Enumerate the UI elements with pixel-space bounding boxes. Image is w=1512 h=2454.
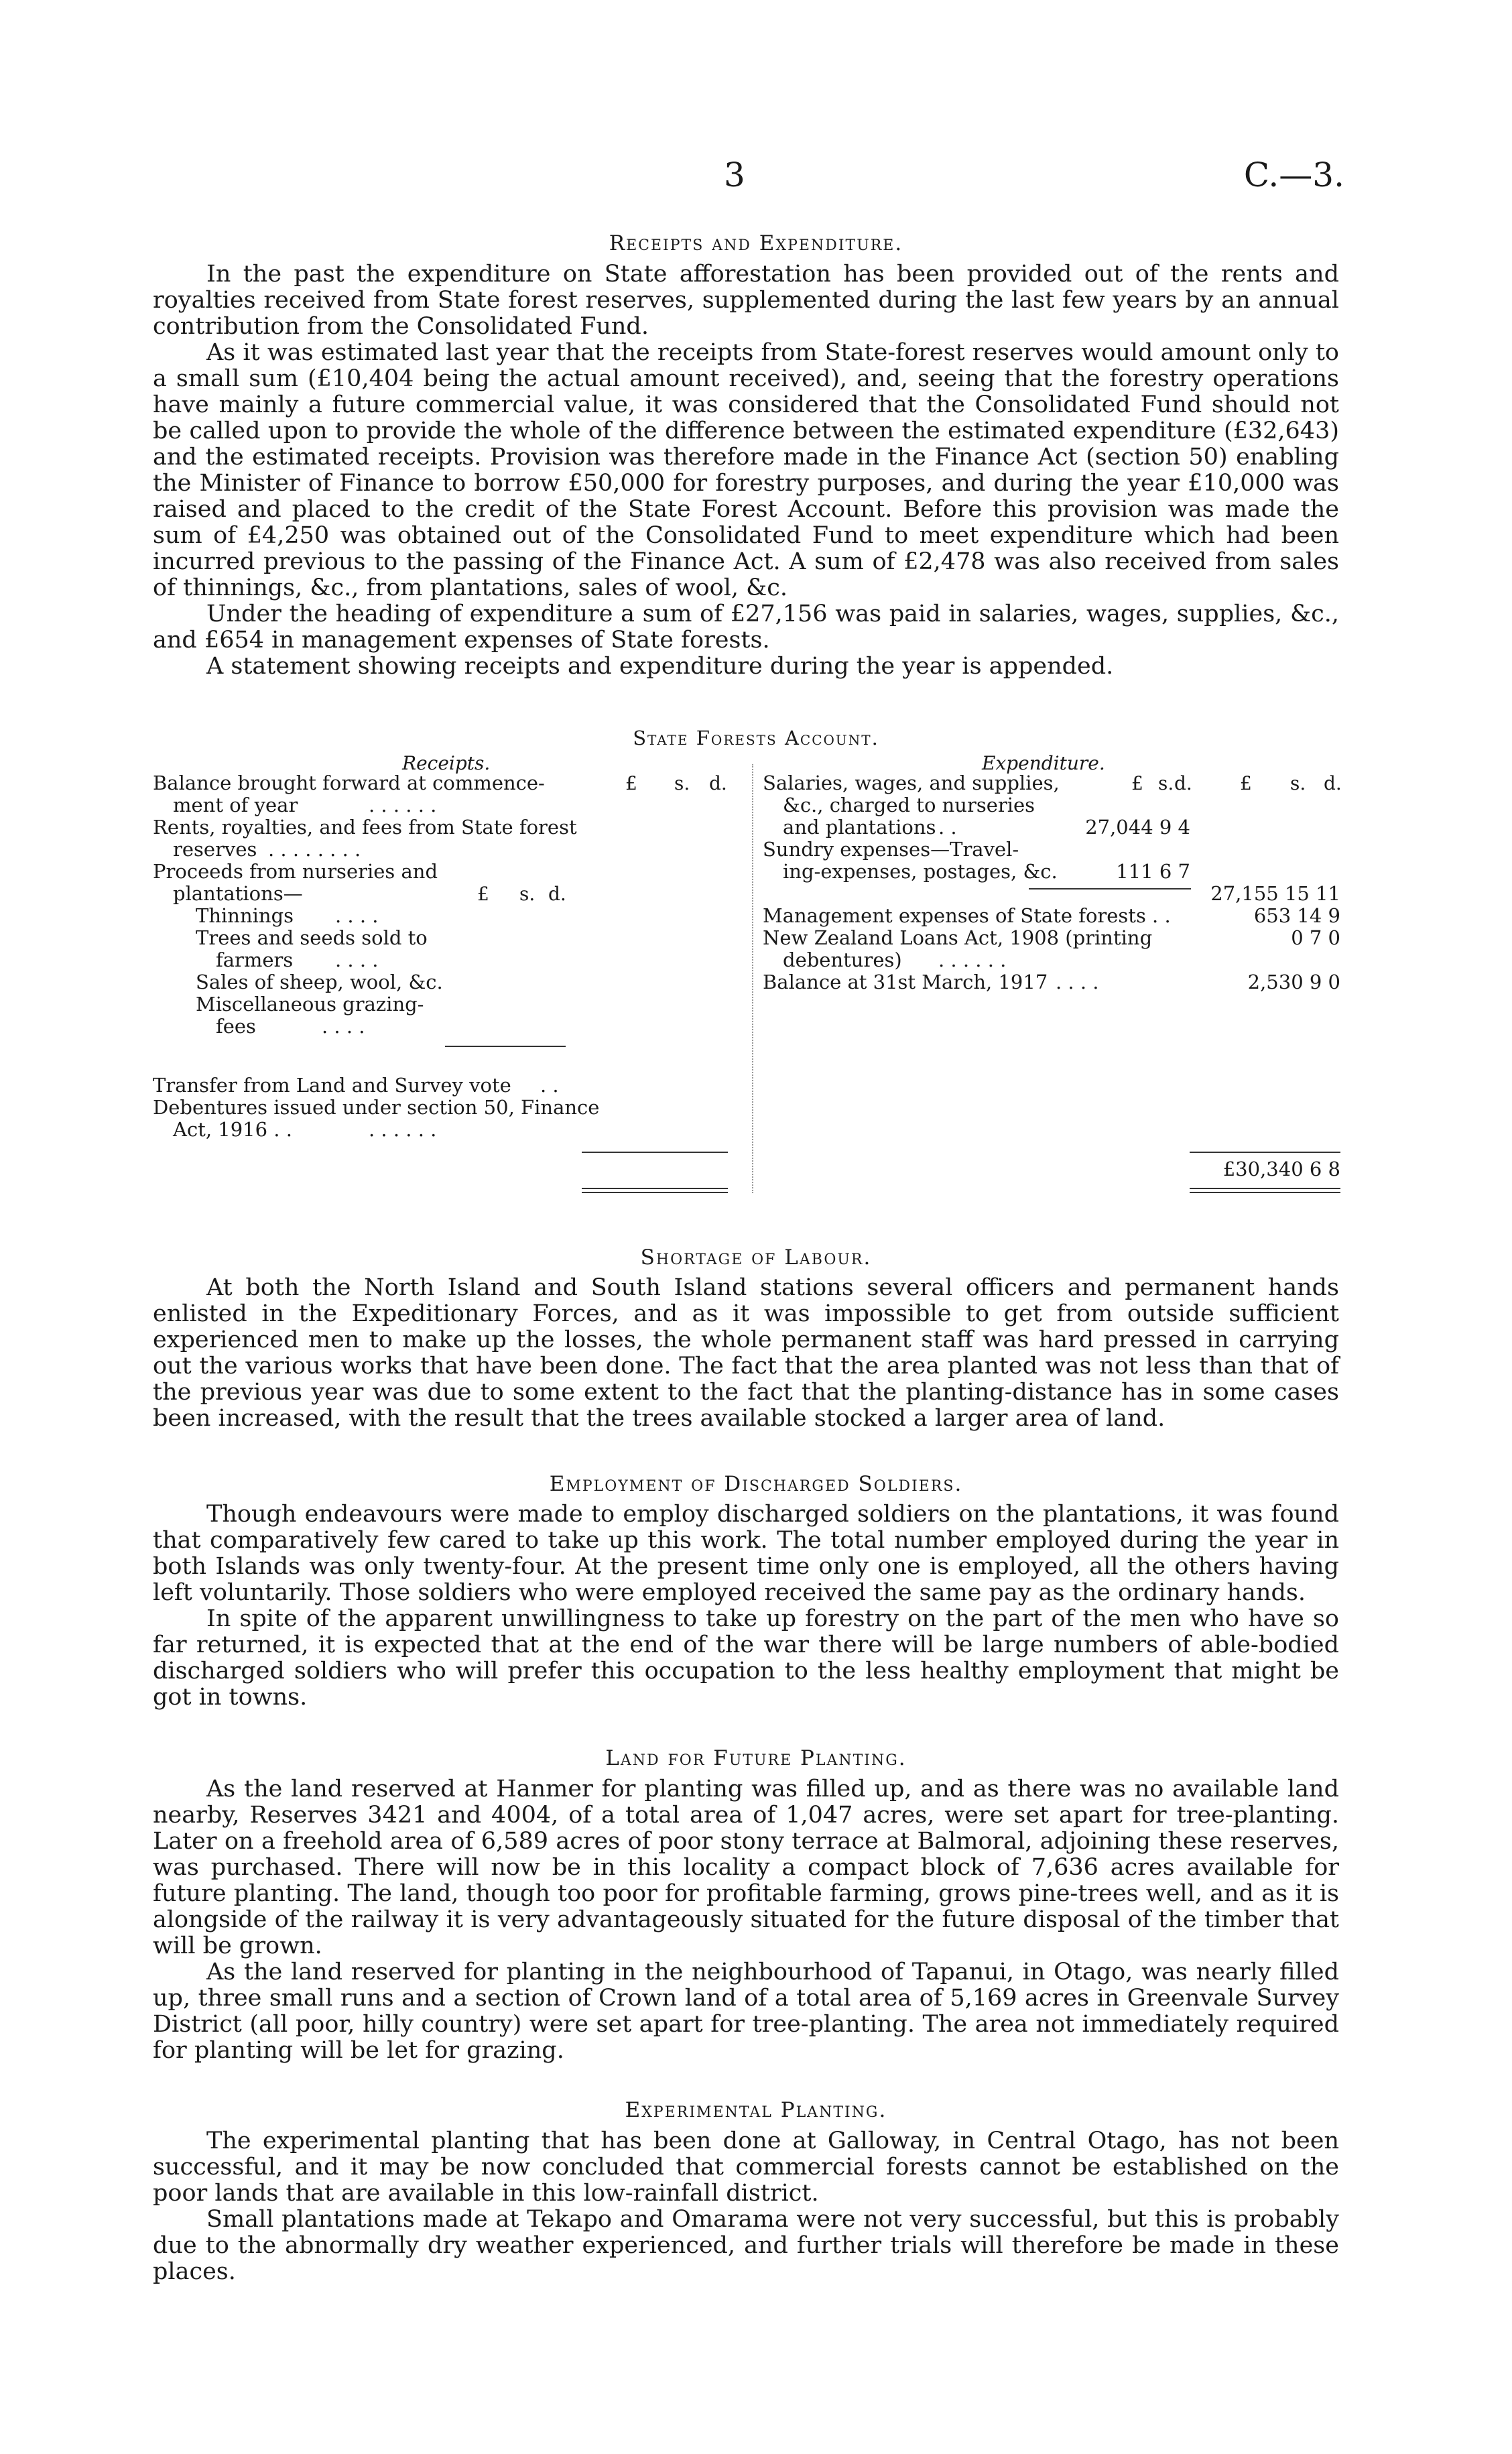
- expenditure-label: Salaries, wages, and supplies,: [763, 772, 1060, 794]
- receipt-label: plantations—: [173, 882, 303, 905]
- paragraph: The experimental planting that has been done at Galloway, in Central Otago, has not been successful, and it may be now concluded that commercial forests cannot be established on the poor lands that are available in this low-rainfall district.: [153, 2128, 1339, 2207]
- expenditure-label: debentures): [783, 948, 902, 971]
- receipt-label: Debentures issued under section 50, Finance: [153, 1096, 600, 1119]
- receipt-label: reserves: [173, 838, 257, 861]
- expenditure-amount: 27,044 9 4: [1085, 816, 1190, 839]
- shilling-unit: s.: [674, 772, 690, 794]
- expenditure-amount: 0 7 0: [1291, 926, 1340, 949]
- leader-dots: . . . . . .: [938, 948, 1007, 971]
- pence-unit: d.: [1174, 772, 1192, 794]
- leader-dots: . .: [540, 1074, 559, 1097]
- receipt-label: Transfer from Land and Survey vote: [153, 1074, 511, 1097]
- receipts-heading: Receipts and Expenditure.: [609, 231, 903, 255]
- receipt-label: Proceeds from nurseries and: [153, 860, 438, 883]
- land-text: [153, 1776, 1339, 2064]
- expenditure-amount: 653 14 9: [1253, 904, 1340, 927]
- paragraph: Though endeavours were made to employ discharged soldiers on the plantations, it was found that comparatively few cared to take up this work. The total number employed during the year in both Islands was only twenty-four. At the present time only one is employed, all the others having left voluntarily. Those soldiers who were employed received the same pay as the ordinary hands.: [153, 1501, 1339, 1606]
- expenditure-amount: 2,530 9 0: [1247, 971, 1340, 993]
- paragraph: Small plantations made at Tekapo and Omarama were not very successful, but this is probably due to the abnormally dry weather experienced, and further trials will therefore be made in these places.: [153, 2206, 1339, 2285]
- leader-dots: . . . .: [1056, 971, 1099, 993]
- receipt-label: Thinnings: [196, 904, 294, 927]
- receipt-label: fees: [216, 1015, 256, 1038]
- labour-heading: Shortage of Labour.: [640, 1245, 872, 1270]
- receipt-label: Rents, royalties, and fees from State forest: [153, 816, 577, 839]
- expenditure-total: £30,340 6 8: [1222, 1158, 1340, 1180]
- receipt-label: Act, 1916 . .: [173, 1118, 292, 1141]
- paragraph: A statement showing receipts and expenditure during the year is appended.: [206, 653, 1114, 680]
- paragraph: Under the heading of expenditure a sum of £27,156 was paid in salaries, wages, supplies, &c., and £654 in management expenses of State forests.: [153, 601, 1339, 654]
- receipts-column-heading: Receipts.: [402, 752, 491, 774]
- shilling-unit: s.: [519, 883, 536, 905]
- pence-unit: d.: [709, 772, 727, 794]
- pound-unit: £: [477, 883, 489, 905]
- expenditure-label: &c., charged to nurseries: [783, 794, 1035, 816]
- expenditure-label: Management expenses of State forests . .: [763, 904, 1171, 927]
- leader-dots: . . . . . .: [369, 794, 437, 816]
- leader-dots: . . . .: [322, 1015, 365, 1038]
- pence-unit: d.: [548, 883, 566, 905]
- pence-unit: d.: [1324, 772, 1342, 794]
- expenditure-label: ing-expenses, postages, &c.: [783, 860, 1058, 883]
- paragraph: At both the North Island and South Island stations several officers and permanent hands enlisted in the Expeditionary Forces, and as it was impossible to get from outside sufficient experienced men to make up the losses, the whole permanent staff was hard pressed in carrying out the various works that have been done. The fact that the area planted was not less than that of the previous year was due to some extent to the fact that the planting-distance has in some cases been increased, with the result that the trees available stocked a larger area of land.: [153, 1274, 1339, 1432]
- shilling-unit: s.: [1290, 772, 1306, 794]
- expenditure-column-heading: Expenditure.: [982, 752, 1105, 774]
- paragraph: As it was estimated last year that the receipts from State-forest reserves would amount only to a small sum (£10,404 being the actual amount received), and, seeing that the forestry operations have mainly a future commercial value, it was considered that the Consolidated Fund should not be called upon to provide the whole of the difference between the estimated expenditure (£32,643) and the estimated receipts. Provision was therefore made in the Finance Act (section 50) enabling the Minister of Finance to borrow £50,000 for forestry purposes, and during the year £10,000 was raised and placed to the credit of the State Forest Account. Before this provision was made the sum of £4,250 was obtained out of the Consolidated Fund to meet expenditure which had been incurred previous to the passing of the Finance Act. A sum of £2,478 was also received from sales of thinnings, &c., from plantations, sales of wool, &c.: [153, 339, 1339, 601]
- total-double-rule: [1190, 1188, 1340, 1193]
- expenditure-subtotal: 27,155 15 11: [1210, 882, 1340, 905]
- receipt-label: Miscellaneous grazing-: [196, 993, 424, 1016]
- receipt-label: Trees and seeds sold to: [196, 926, 428, 949]
- land-heading: Land for Future Planting.: [605, 1746, 907, 1770]
- paragraph: In the past the expenditure on State afforestation has been provided out of the rents and royalties received from State forest reserves, supplemented during the last few years by an annual contribution from the Consolidated Fund.: [153, 261, 1339, 340]
- paragraph: As the land reserved for planting in the neighbourhood of Tapanui, in Otago, was nearly filled up, three small runs and a section of Crown land of a total area of 5,169 acres in Greenvale Survey District (all poor, hilly country) were set apart for tree-planting. The area not immediately required for planting will be let for grazing.: [153, 1959, 1339, 2064]
- leader-dots: . . . . . .: [369, 1118, 437, 1141]
- experimental-heading: Experimental Planting.: [625, 2098, 887, 2122]
- pound-unit: £: [1240, 772, 1252, 794]
- shilling-unit: s.: [1158, 772, 1174, 794]
- account-title: State Forests Account.: [633, 727, 879, 749]
- expenditure-label: Sundry expenses—Travel-: [763, 838, 1019, 861]
- receipt-label: Balance brought forward at commence-: [153, 772, 545, 794]
- subtotal-rule: [1029, 888, 1191, 889]
- receipt-label: ment of year: [173, 794, 298, 816]
- leader-dots: . . . . . . . .: [268, 838, 361, 861]
- expenditure-label: New Zealand Loans Act, 1908 (printing: [763, 926, 1153, 949]
- receipt-label: Sales of sheep, wool, &c.: [196, 971, 443, 993]
- expenditure-label: and plantations: [783, 816, 936, 839]
- receipt-label: farmers: [216, 948, 294, 971]
- expenditure-amount: 111 6 7: [1116, 860, 1190, 883]
- document-reference: C.—3.: [1243, 156, 1344, 194]
- paragraph: As the land reserved at Hanmer for planting was filled up, and as there was no available land nearby, Reserves 3421 and 4004, of a total area of 1,047 acres, were set apart for tree-planting. Later on a freehold area of 6,589 acres of poor stony terrace at Balmoral, adjoining these reserves, was purchased. There will now be in this locality a compact block of 7,636 acres available for future planting. The land, though too poor for profitable farming, grows pine-trees well, and as it is alongside of the railway it is very advantageously situated for the future disposal of the timber that will be grown.: [153, 1776, 1339, 1959]
- soldiers-heading: Employment of Discharged Soldiers.: [549, 1472, 963, 1496]
- page-number: 3: [724, 156, 745, 194]
- pound-unit: £: [625, 772, 637, 794]
- leader-dots: . .: [938, 816, 957, 839]
- leader-dots: . . . .: [335, 948, 379, 971]
- pound-unit: £: [1131, 772, 1143, 794]
- expenditure-label: Balance at 31st March, 1917: [763, 971, 1048, 993]
- paragraph: In spite of the apparent unwillingness to take up forestry on the part of the men who have so far returned, it is expected that at the end of the war there will be large numbers of able-bodied discharged soldiers who will prefer this occupation to the less healthy employment that might be got in towns.: [153, 1605, 1339, 1711]
- leader-dots: . . . .: [335, 904, 379, 927]
- labour-text: [153, 1275, 1339, 1432]
- soldiers-text: [153, 1501, 1339, 1711]
- total-rule: [1190, 1152, 1340, 1153]
- experimental-text: [153, 2128, 1339, 2285]
